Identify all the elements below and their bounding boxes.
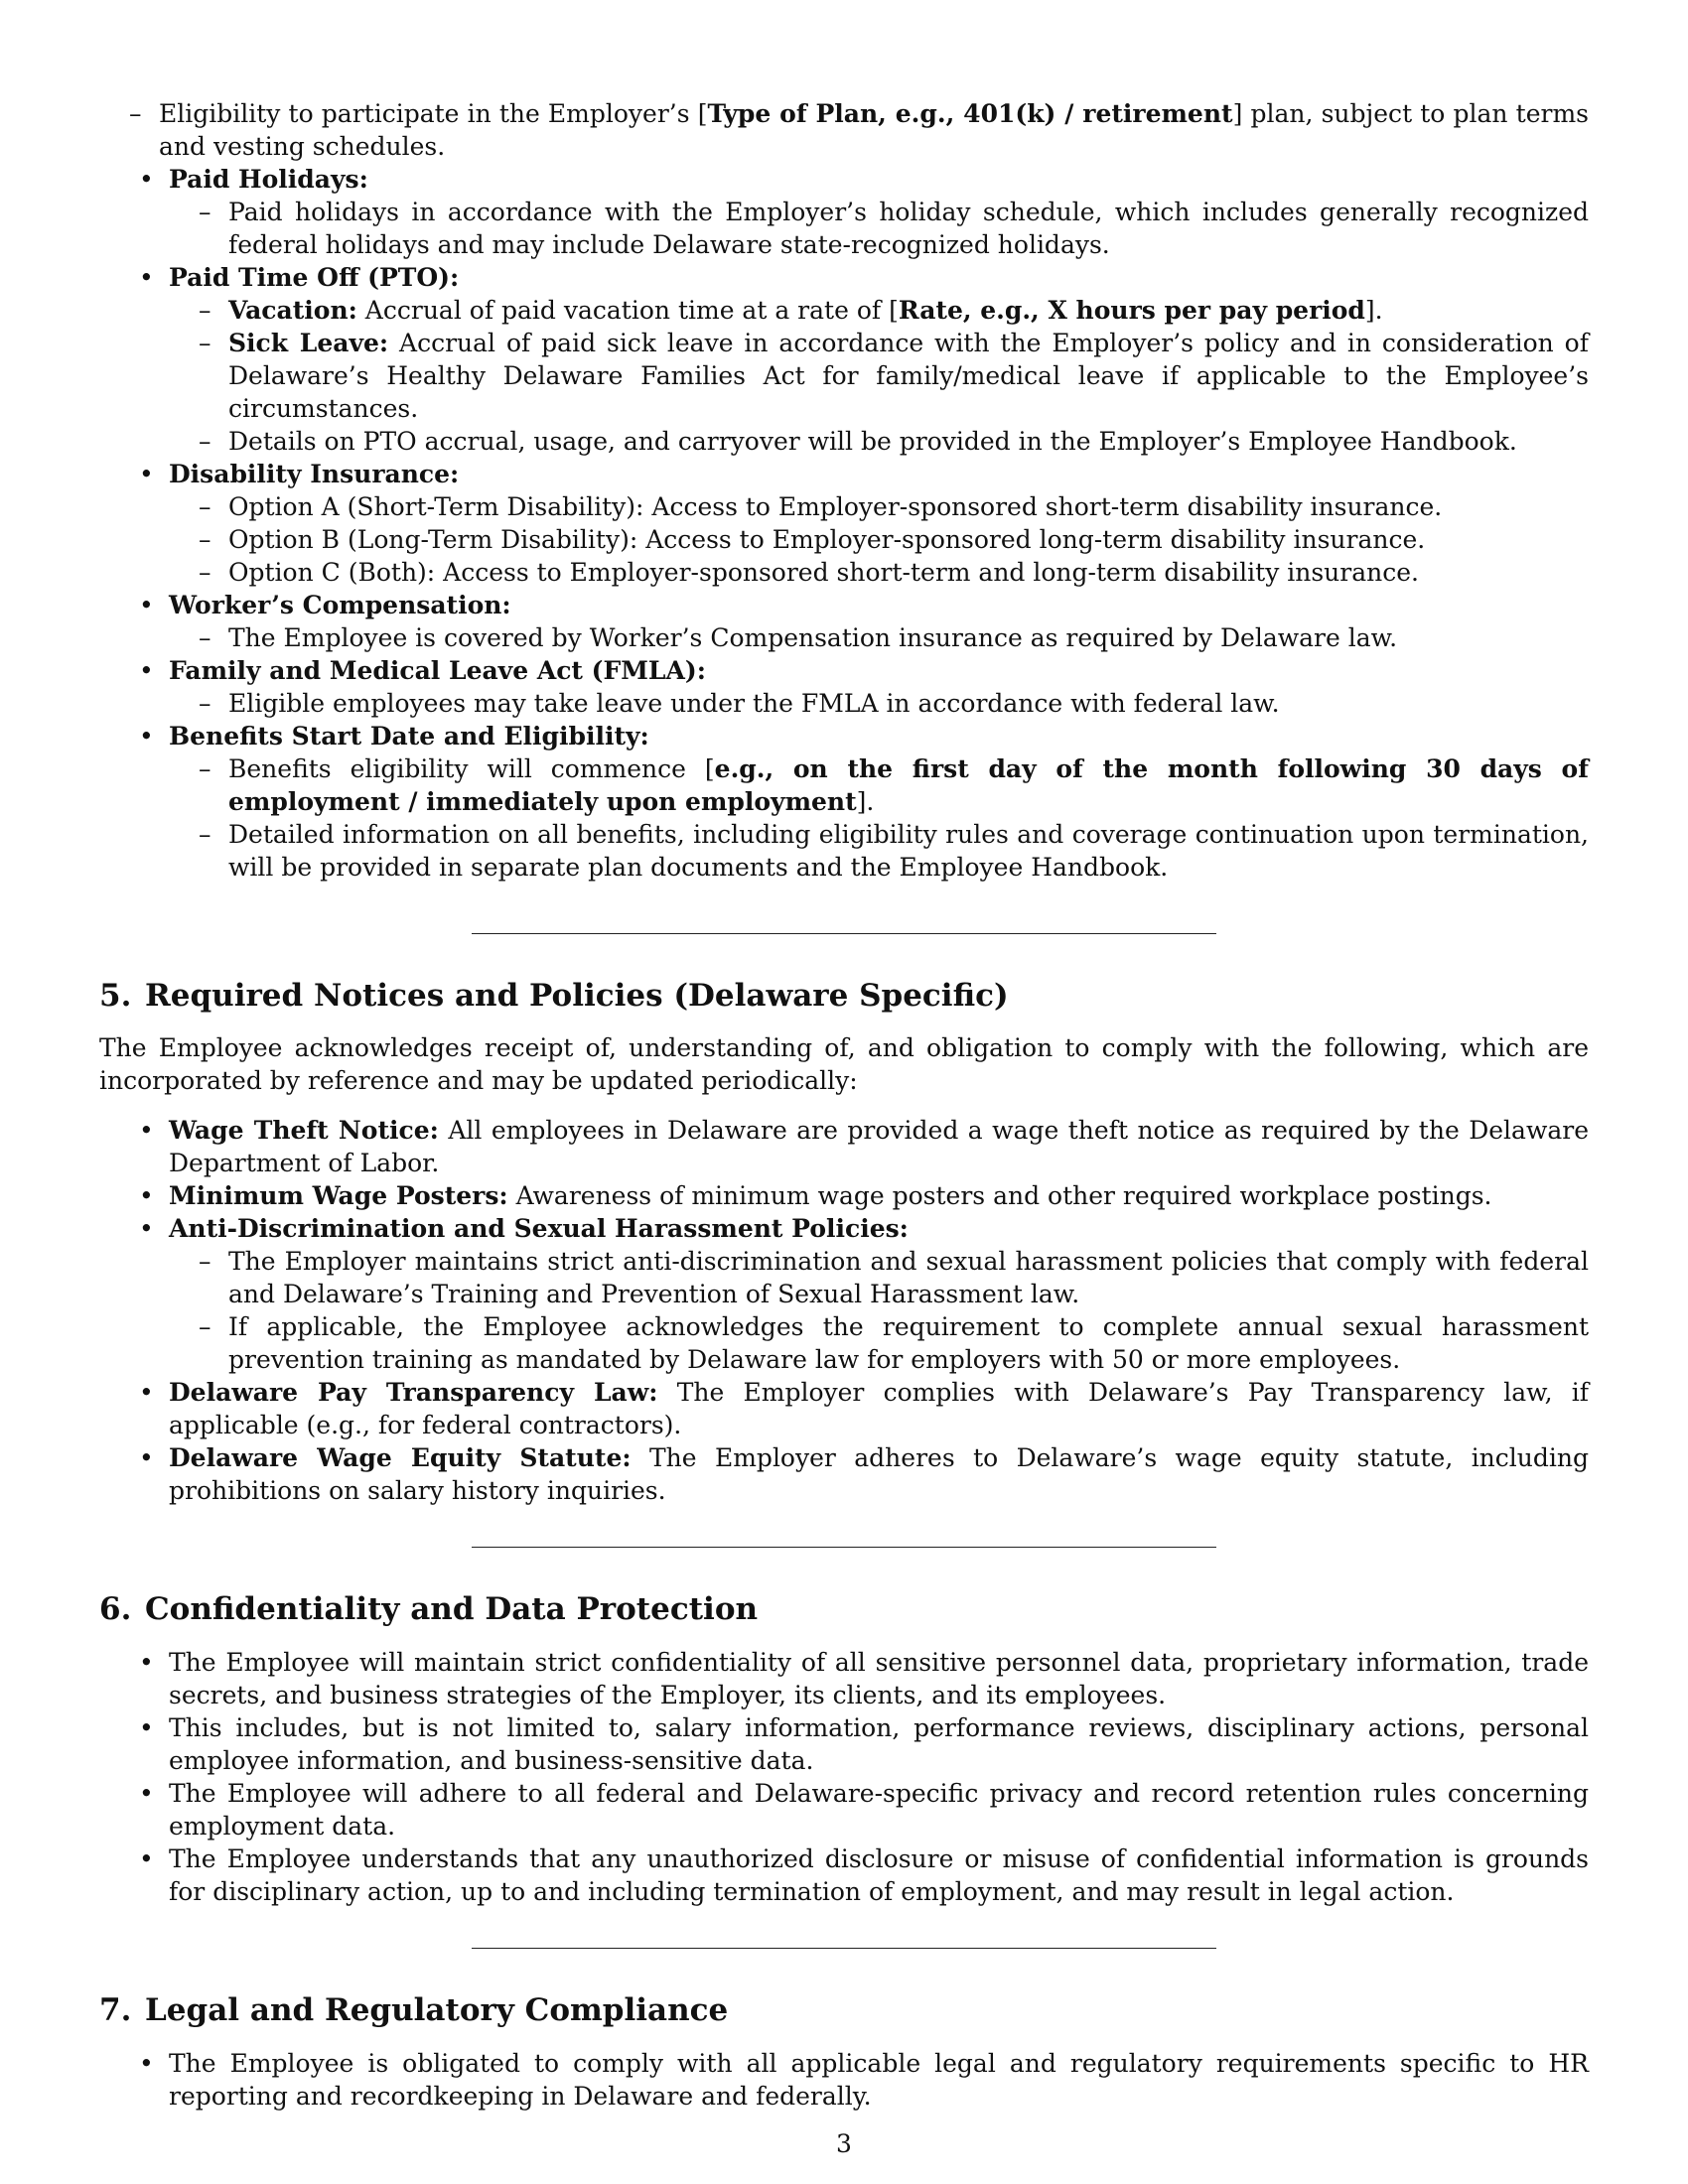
retirement-item: – Eligibility to participate in the Employer’s [Type of Plan, e.g., 401(k) / retirement] plan, subject to plan terms and vesting schedules. [129, 99, 1589, 161]
page-number: 3 [836, 2129, 852, 2158]
benefit-workers-comp: • Worker’s Compensation: – The Employee is covered by Worker’s Compensation insurance as required by Delaware law. [99, 589, 1589, 654]
section-5-list [99, 1114, 1589, 1507]
pto-sick-leave: – Sick Leave: Accrual of paid sick leave in accordance with the Employer’s policy and in consideration of Delaware’s Healthy Delaware Families Act for family/medical leave if applicable to the Employee’s circumstances. [199, 329, 1589, 423]
anti-disc-item: – The Employer maintains strict anti-discrimination and sexual harassment policies that comply with federal and Delaware’s Training and Prevention of Sexual Harassment law. [199, 1247, 1589, 1308]
workers-comp-item: – The Employee is covered by Worker’s Compensation insurance as required by Delaware law. [199, 623, 1398, 652]
benefits-list [99, 163, 1589, 884]
pay-transparency: • Delaware Pay Transparency Law: The Employer complies with Delaware’s Pay Transparency law, if applicable (e.g., for federal contractors). [139, 1378, 1589, 1439]
benefits-start-item: – Benefits eligibility will commence [e.g., on the first day of the month following 30 days of employment / immediately upon employment]. [199, 754, 1589, 816]
benefit-start-date: • Benefits Start Date and Eligibility: – Benefits eligibility will commence [e.g., on the first day of the month following 30 days of employment / immediately upon employment]. – Detailed information on all benefits, including eligibility rules and coverage continuation upon termination, will be provided in separate plan documents and the Employee Handbook. [139, 722, 1589, 882]
list-item: • The Employee is obligated to comply with all applicable legal and regulatory requirements specific to HR reporting and recordkeeping in Delaware and federally. [139, 2049, 1589, 2111]
benefit-pto: • Paid Time Off (PTO): – Vacation: Accrual of paid vacation time at a rate of [Rate, e.g., X hours per pay period]. – Sick Leave: Accrual of paid sick leave in accordance with the Employer’s policy and in consideration of Delaware’s Healthy Delaware Families Act for family/medical leave if applicable to the Employee’s circumstances. – Details on PTO accrual, usage, and carryover will be provided in the Employer’s Employee Handbook. [139, 263, 1589, 456]
section-7-list [99, 2047, 1589, 2113]
pto-vacation: – Vacation: Accrual of paid vacation time at a rate of [Rate, e.g., X hours per pay period]. [199, 296, 1383, 325]
section-divider [472, 933, 1216, 934]
document-page [99, 97, 1589, 2113]
list-item: • The Employee understands that any unauthorized disclosure or misuse of confidential information is grounds for disciplinary action, up to and including termination of employment, and may result in legal action. [139, 1844, 1589, 1906]
benefits-detail-item: – Detailed information on all benefits, including eligibility rules and coverage continuation upon termination, will be provided in separate plan documents and the Employee Handbook. [199, 820, 1589, 882]
section-divider [472, 1948, 1216, 1949]
benefit-disability: • Disability Insurance: – Option A (Short-Term Disability): Access to Employer-sponsored short-term disability insurance. – Option B (Long-Term Disability): Access to Employer-sponsored long-term disability insurance. – Option C (Both): Access to Employer-sponsored short-term and long-term disability insurance. [99, 458, 1589, 589]
pto-details: – Details on PTO accrual, usage, and carryover will be provided in the Employer’s Employee Handbook. [199, 427, 1517, 456]
section-6-heading: 6. Confidentiality and Data Protection [99, 1591, 759, 1627]
disability-option: – Option C (Both): Access to Employer-sponsored short-term and long-term disability insurance. [199, 558, 1419, 587]
disability-option: – Option B (Long-Term Disability): Access to Employer-sponsored long-term disability insurance. [199, 525, 1426, 554]
disability-option: – Option A (Short-Term Disability): Access to Employer-sponsored short-term disability insurance. [199, 492, 1443, 521]
fmla-item: – Eligible employees may take leave under the FMLA in accordance with federal law. [199, 689, 1280, 718]
section-5-heading: 5. Required Notices and Policies (Delaware Specific) [99, 978, 1009, 1014]
section-6-list [99, 1646, 1589, 1908]
wage-equity: • Delaware Wage Equity Statute: The Employer adheres to Delaware’s wage equity statute, including prohibitions on salary history inquiries. [139, 1443, 1589, 1505]
list-item: • This includes, but is not limited to, salary information, performance reviews, disciplinary actions, personal employee information, and business-sensitive data. [139, 1713, 1589, 1775]
minimum-wage-posters: • Minimum Wage Posters: Awareness of minimum wage posters and other required workplace postings. [139, 1181, 1492, 1210]
section-divider [472, 1547, 1216, 1548]
section-7-heading: 7. Legal and Regulatory Compliance [99, 1992, 729, 2028]
benefit-fmla: • Family and Medical Leave Act (FMLA): – Eligible employees may take leave under the FMLA in accordance with federal law. [99, 654, 1589, 720]
list-item: • The Employee will adhere to all federal and Delaware-specific privacy and record retention rules concerning employment data. [139, 1779, 1589, 1841]
paid-holidays-item: – Paid holidays in accordance with the Employer’s holiday schedule, which includes generally recognized federal holidays and may include Delaware state-recognized holidays. [199, 198, 1589, 259]
anti-disc-item: – If applicable, the Employee acknowledges the requirement to complete annual sexual harassment prevention training as mandated by Delaware law for employers with 50 or more employees. [199, 1312, 1589, 1374]
retirement-list [99, 97, 1589, 163]
anti-discrimination: • Anti-Discrimination and Sexual Harassment Policies: – The Employer maintains strict anti-discrimination and sexual harassment policies that comply with federal and Delaware’s Training and Prevention of Sexual Harassment law. – If applicable, the Employee acknowledges the requirement to complete annual sexual harassment prevention training as mandated by Delaware law for employers with 50 or more employees. [139, 1214, 1589, 1374]
list-item: • The Employee will maintain strict confidentiality of all sensitive personnel data, proprietary information, trade secrets, and business strategies of the Employer, its clients, and its employees. [139, 1648, 1589, 1709]
wage-theft-notice: • Wage Theft Notice: All employees in Delaware are provided a wage theft notice as required by the Delaware Department of Labor. [139, 1116, 1590, 1177]
section-5-intro: The Employee acknowledges receipt of, understanding of, and obligation to comply with the following, which are incorporated by reference and may be updated periodically: [99, 1033, 1589, 1095]
benefit-paid-holidays: • Paid Holidays: – Paid holidays in accordance with the Employer’s holiday schedule, which includes generally recognized federal holidays and may include Delaware state-recognized holidays. [139, 165, 1589, 259]
